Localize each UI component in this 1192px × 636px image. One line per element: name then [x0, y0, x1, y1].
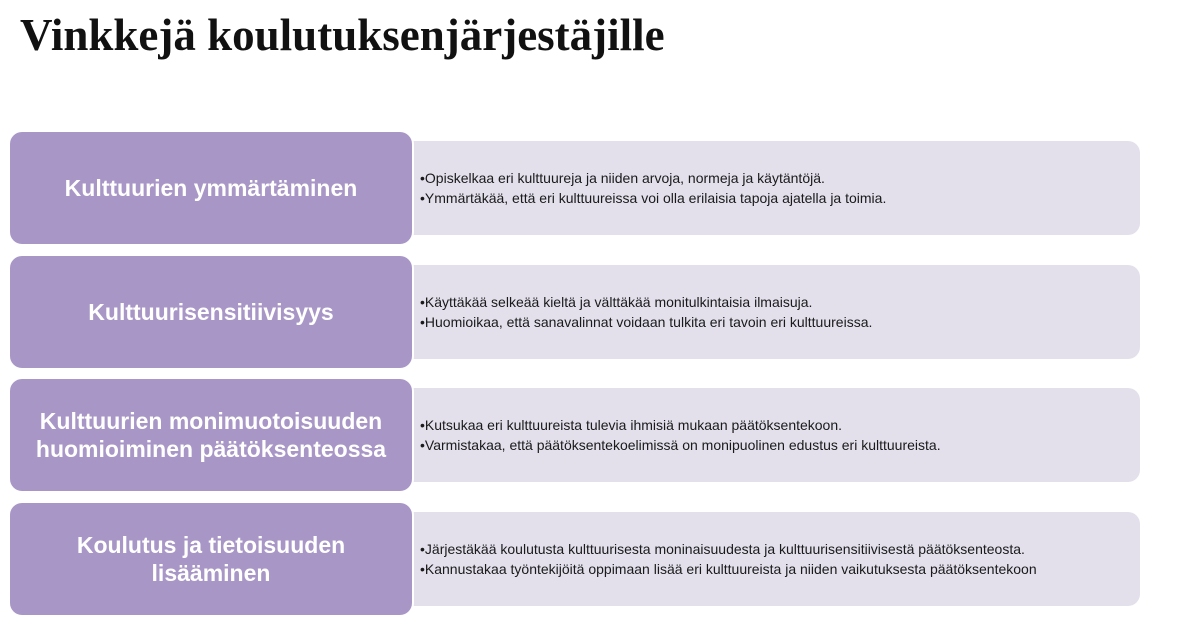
tip-row-cultural-sensitivity — [8, 254, 1142, 370]
tip-heading-text: Kulttuurisensitiivisyys — [88, 299, 334, 325]
tip-heading — [8, 254, 414, 370]
tip-bullet: •Varmistakaa, että päätöksentekoelimissä on monipuolinen edustus eri kulttuureista. — [420, 437, 941, 453]
tip-heading-text: Kulttuurien monimuotoisuuden huomioiminen päätöksenteossa — [35, 408, 387, 462]
tip-bullet: •Kannustakaa työntekijöitä oppimaan lisää eri kulttuureista ja niiden vaikutuksesta päätöksentekoon — [420, 561, 1037, 577]
tip-heading — [8, 501, 414, 617]
tip-row-cultural-understanding — [8, 130, 1142, 246]
tip-row-diversity-in-decisions — [8, 377, 1142, 493]
tip-content — [388, 265, 1140, 359]
tip-bullet: •Järjestäkää koulutusta kulttuurisesta moninaisuudesta ja kulttuurisensitiivisestä päätöksenteosta. — [420, 541, 1025, 557]
tip-row-training-awareness — [8, 501, 1142, 617]
tip-content — [388, 388, 1140, 482]
tip-heading-text: Koulutus ja tietoisuuden lisääminen — [76, 532, 346, 586]
tip-heading — [8, 377, 414, 493]
tip-content — [388, 512, 1140, 606]
page-title: Vinkkejä koulutuksenjärjestäjille — [20, 10, 665, 60]
tip-bullet: •Käyttäkää selkeää kieltä ja välttäkää monitulkintaisia ilmaisuja. — [420, 294, 813, 310]
tip-content — [388, 141, 1140, 235]
tip-bullet: •Kutsukaa eri kulttuureista tulevia ihmisiä mukaan päätöksentekoon. — [420, 417, 843, 433]
tip-heading-text: Kulttuurien ymmärtäminen — [64, 175, 358, 201]
tip-bullet: •Ymmärtäkää, että eri kulttuureissa voi olla erilaisia tapoja ajatella ja toimia. — [420, 190, 887, 206]
tip-bullet: •Huomioikaa, että sanavalinnat voidaan tulkita eri tavoin eri kulttuureissa. — [420, 314, 873, 330]
tip-bullet: •Opiskelkaa eri kulttuureja ja niiden arvoja, normeja ja käytäntöjä. — [420, 170, 825, 186]
tip-heading — [8, 130, 414, 246]
